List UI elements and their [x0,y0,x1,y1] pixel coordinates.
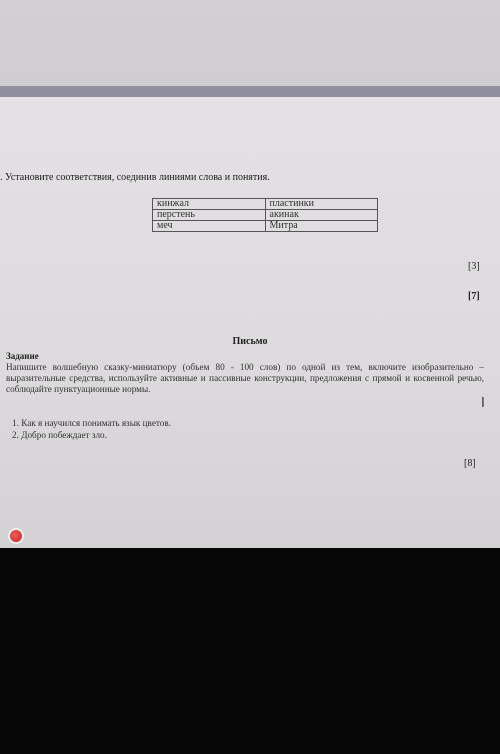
window-top-area [0,0,500,86]
table-cell: меч [153,221,266,232]
topic-item: 1. Как я научился понимать язык цветов. [12,418,172,428]
question-score: [3] [468,261,480,272]
text-cursor-icon: I [481,396,485,411]
letter-score: [8] [464,458,476,469]
task-label: Задание [6,351,39,361]
toolbar-strip [0,86,500,97]
table-row [153,199,378,210]
section-score: [7] [468,291,480,302]
table-cell: кинжал [153,199,266,210]
topic-item: 2. Добро побеждает зло. [12,430,107,440]
matching-table [152,198,378,232]
table-row [153,210,378,221]
letter-title: Письмо [232,336,268,347]
table-cell: акинак [265,210,378,221]
table-row [153,221,378,232]
table-cell: Митра [265,221,378,232]
monitor-bezel [0,548,500,754]
browser-icon[interactable] [8,528,24,544]
task-instruction: Напишите волшебную сказку-миниатюру (объем 80 - 100 слов) по одной из тем, включите изобразительно – выразительные средства, используйте активные и пассивные конструкции, предложения с прямой и косвенной речью, соблюдайте пунктуационные нормы. [6,362,484,394]
document-page [0,97,500,548]
table-cell: перстень [153,210,266,221]
table-cell: пластинки [265,199,378,210]
question-heading: . Установите соответствия, соединив линиями слова и понятия. [0,172,270,183]
